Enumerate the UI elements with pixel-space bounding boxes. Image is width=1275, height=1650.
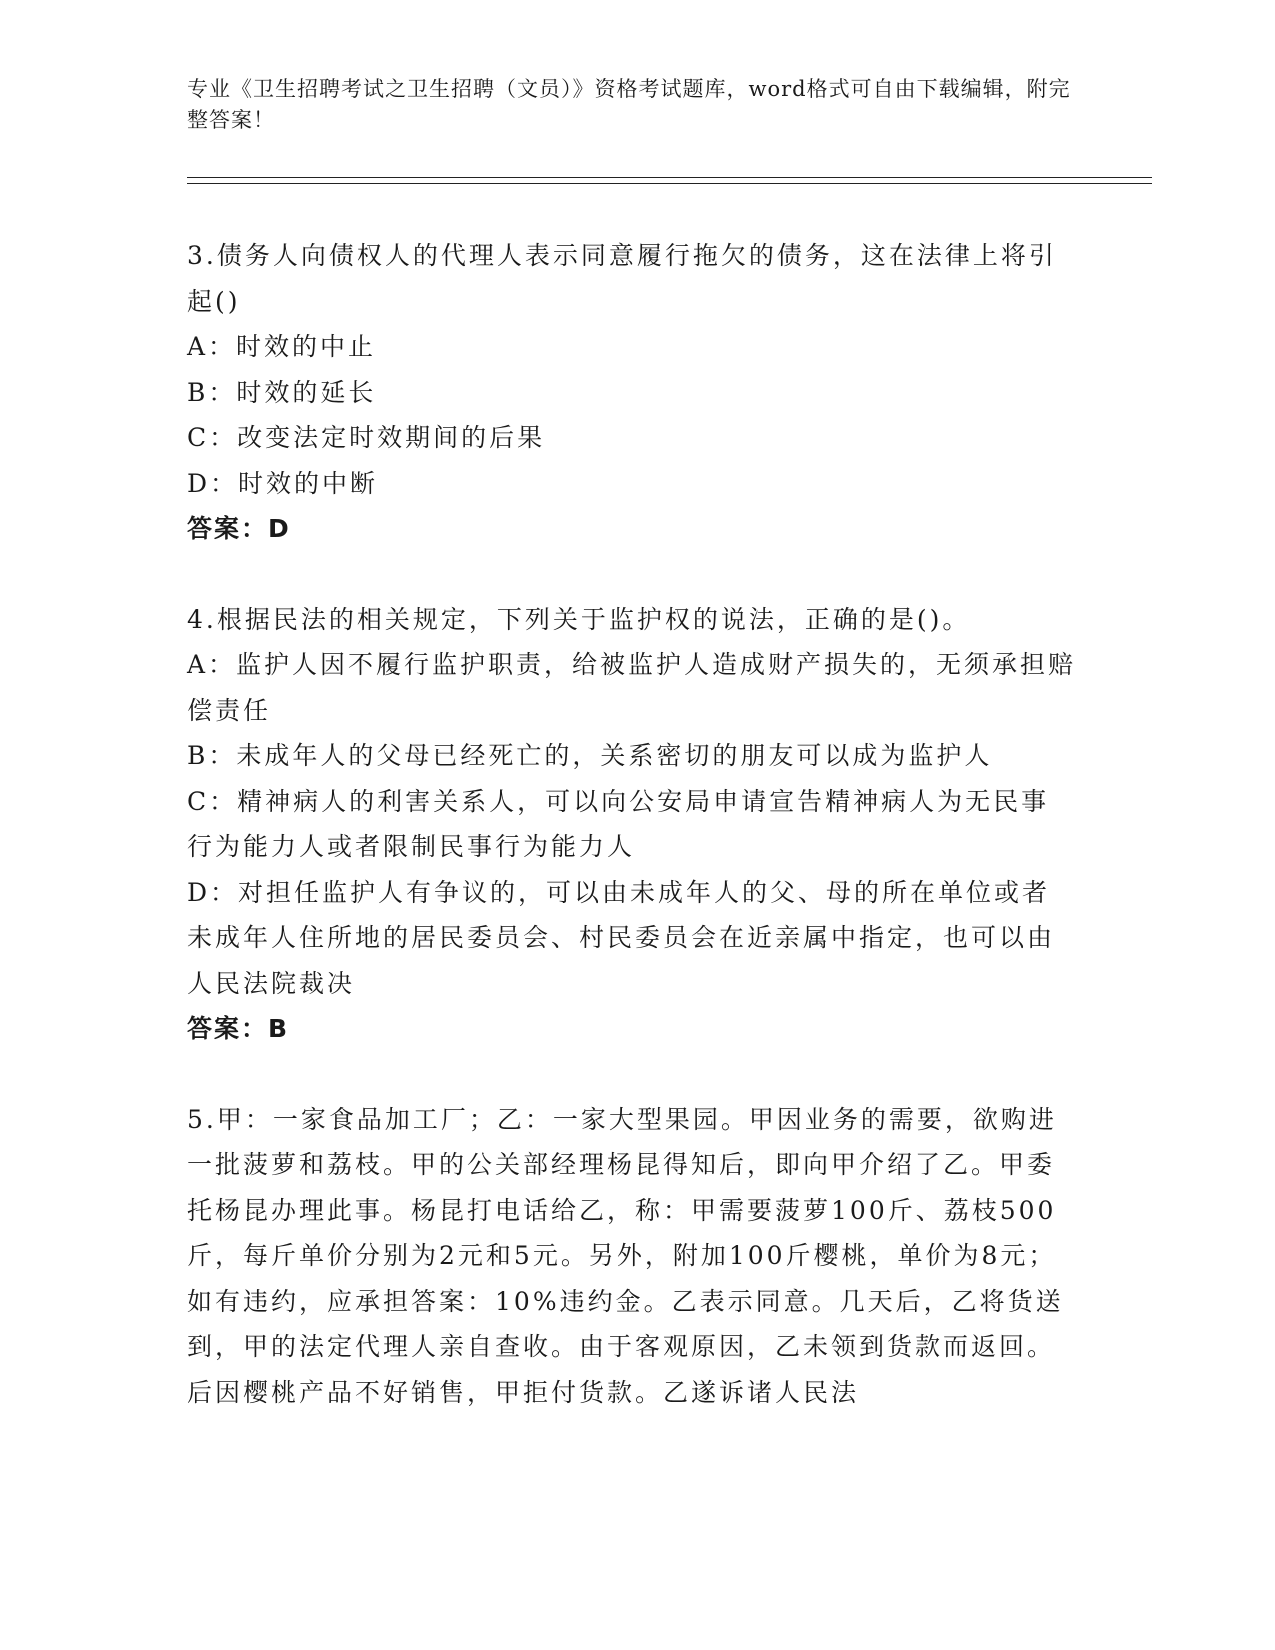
question-stem: 3.债务人向债权人的代理人表示同意履行拖欠的债务，这在法律上将引起() [187,241,1057,316]
answer-line: 答案：D [187,514,291,543]
header-divider-top [187,177,1152,178]
option-d: D：对担任监护人有争议的，可以由未成年人的父、母的所在单位或者未成年人住所地的居民委员会、村民委员会在近亲属中指定，也可以由人民法院裁决 [187,877,1056,998]
question-4 [187,597,1077,1052]
option-b: B：时效的延长 [187,377,377,407]
option-a: A：监护人因不履行监护职责，给被监护人造成财产损失的，无须承担赔偿责任 [187,650,1077,725]
option-d: D：时效的中断 [187,468,379,498]
header-divider-bottom [187,183,1152,184]
document-header [187,74,1087,136]
question-stem: 5.甲：一家食品加工厂；乙：一家大型果园。甲因业务的需要，欲购进一批菠萝和荔枝。甲的公关部经理杨昆得知后，即向甲介绍了乙。甲委托杨昆办理此事。杨昆打电话给乙，称：甲需要菠萝100斤、荔枝500斤，每斤单价分别为2元和5元。另外，附加100斤樱桃，单价为8元；如有违约，应承担答案：10%违约金。乙表示同意。几天后，乙将货送到，甲的法定代理人亲自查收。由于客观原因，乙未领到货款而返回。后因樱桃产品不好销售，甲拒付货款。乙遂诉诸人民法 [187,1104,1064,1407]
option-a: A：时效的中止 [187,332,377,361]
header-text: 专业《卫生招聘考试之卫生招聘（文员）》资格考试题库，word格式可自由下载编辑，附完整答案！ [187,77,1071,132]
question-stem: 4.根据民法的相关规定，下列关于监护权的说法，正确的是()。 [187,604,971,634]
question-3 [187,233,1077,552]
option-c: C：改变法定时效期间的后果 [187,423,546,452]
answer-line: 答案：B [187,1014,290,1043]
option-b: B：未成年人的父母已经死亡的，关系密切的朋友可以成为监护人 [187,741,993,770]
question-list [187,233,1077,1460]
option-c: C：精神病人的利害关系人，可以向公安局申请宣告精神病人为无民事行为能力人或者限制民事行为能力人 [187,786,1050,861]
question-5 [187,1097,1077,1416]
